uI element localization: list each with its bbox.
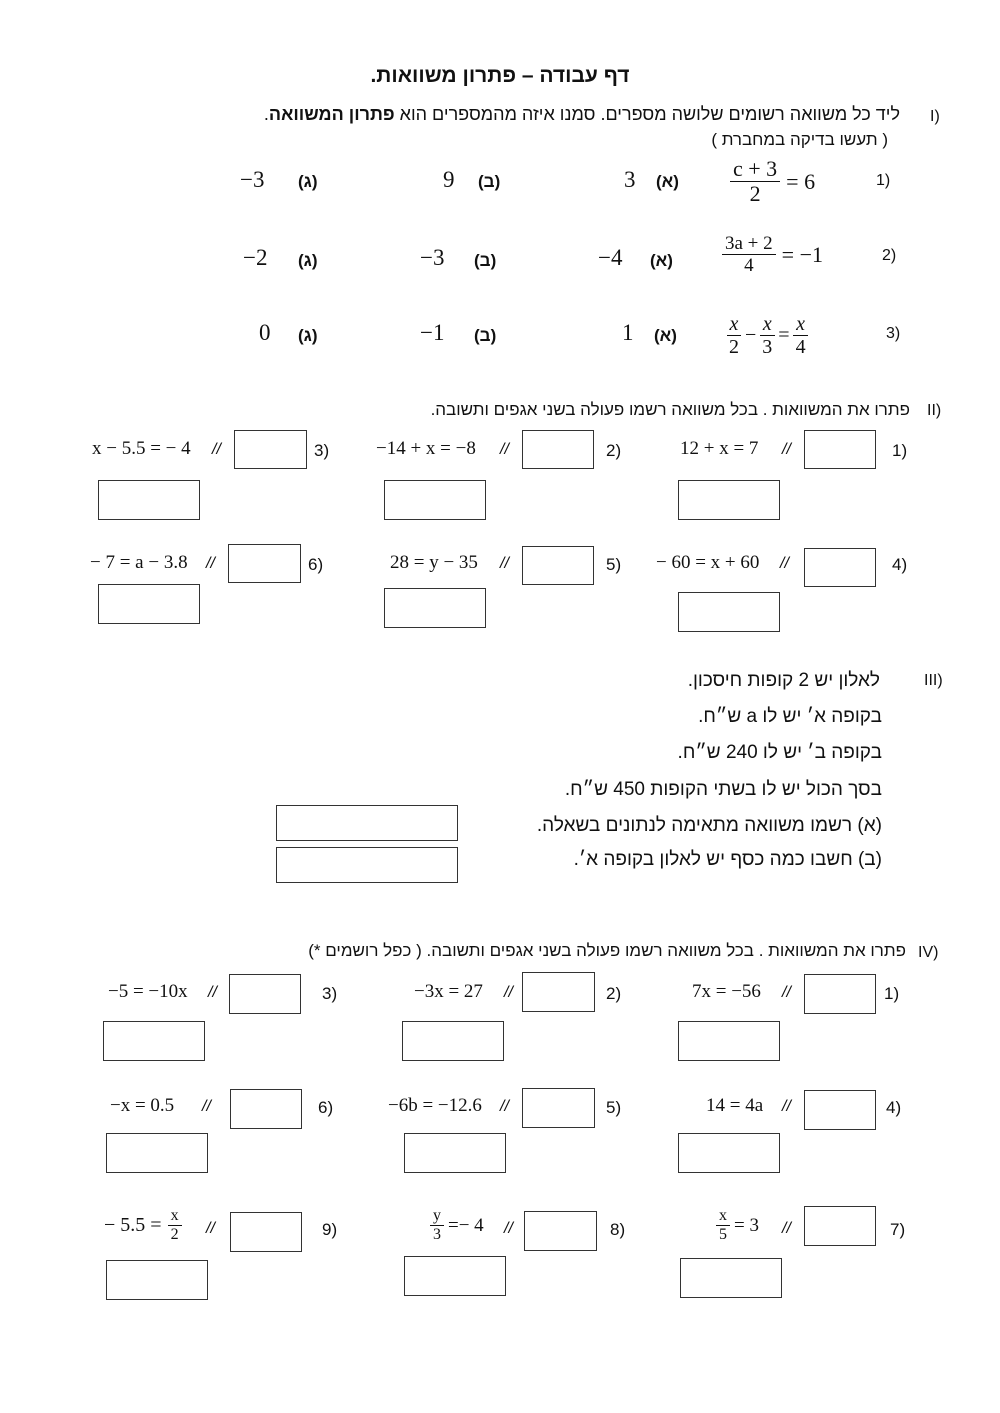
instruction-end: .	[263, 104, 269, 124]
q1-option-c-label: (ג)	[298, 172, 318, 191]
s4-q3-equation: −5 = −10x	[108, 981, 188, 1002]
s2-q3-action-box[interactable]	[234, 430, 307, 469]
s4-q9-answer-box[interactable]	[106, 1260, 208, 1300]
q1-option-b-value: 9	[443, 167, 455, 192]
s4-q4-number: 4)	[886, 1098, 902, 1117]
s4-q1-action-box[interactable]	[804, 974, 876, 1014]
s4-q7-fraction	[716, 1208, 730, 1243]
s4-q1-number: 1)	[884, 984, 900, 1003]
s4-q6-action-box[interactable]	[230, 1089, 302, 1129]
q3-fraction-2	[759, 314, 775, 357]
q3-number: 3)	[886, 325, 901, 342]
s4-q2-separator: //	[504, 984, 513, 1001]
q2-fraction	[722, 234, 776, 275]
section-4-heading: פתרו את המשוואות . בכל משוואה רשמו פעולה בשני אגפים ותשובה. ( כפל רושמים *)	[308, 941, 906, 960]
denominator: 2	[749, 181, 761, 206]
s4-q2-number: 2)	[606, 984, 622, 1003]
s4-q7-answer-box[interactable]	[680, 1258, 782, 1298]
s2-q1-separator: //	[782, 441, 791, 458]
s4-q2-answer-box[interactable]	[402, 1021, 504, 1061]
s2-q3-answer-box[interactable]	[98, 480, 200, 520]
numerator: 3a + 2	[722, 234, 776, 255]
s4-q3-number: 3)	[322, 984, 338, 1003]
q1-number: 1)	[876, 172, 891, 189]
minus-sign: −	[745, 324, 757, 346]
instruction-text: ליד כל משוואה רשומים שלושה מספרים. סמנו איזה מהמספרים הוא	[394, 104, 900, 124]
section-3-line-3: בקופה ב׳ יש לו 240 ש״ח.	[677, 742, 882, 763]
section-2-heading: פתרו את המשוואות . בכל משוואה רשמו פעולה בשני אגפים ותשובה.	[430, 400, 910, 419]
q3-option-a-value: 1	[622, 320, 634, 345]
q3-option-c-value: 0	[259, 320, 271, 345]
s4-q6-number: 6)	[318, 1098, 334, 1117]
s4-q6-answer-box[interactable]	[106, 1133, 208, 1173]
q3-option-b-value: −1	[420, 320, 445, 345]
denominator: 5	[719, 1226, 727, 1243]
s4-q1-answer-box[interactable]	[678, 1021, 780, 1061]
denominator: 2	[729, 336, 739, 358]
s4-q1-separator: //	[782, 984, 791, 1001]
s4-q8-separator: //	[504, 1220, 513, 1237]
s2-q2-equation: −14 + x = −8	[376, 438, 476, 459]
s2-q2-action-box[interactable]	[522, 430, 594, 469]
q1-fraction	[730, 158, 780, 205]
numerator: c + 3	[730, 158, 780, 182]
denominator: 3	[762, 336, 773, 358]
s4-q9-equation	[104, 1208, 182, 1243]
q1-option-b-label: (ב)	[478, 172, 501, 191]
denominator: 3	[433, 1226, 441, 1243]
s4-q3-action-box[interactable]	[229, 974, 301, 1014]
section-2-number: II)	[927, 402, 942, 419]
s2-q3-separator: //	[212, 441, 221, 458]
s4-q9-fraction	[168, 1208, 182, 1243]
q2-option-b-value: −3	[420, 245, 445, 270]
rhs: = −1	[781, 241, 823, 267]
s2-q1-action-box[interactable]	[804, 430, 876, 469]
q2-option-a-value: −4	[598, 245, 623, 270]
denominator: 2	[170, 1226, 179, 1243]
s2-q6-answer-box[interactable]	[98, 584, 200, 624]
s2-q3-equation: x − 5.5 = − 4	[92, 438, 191, 459]
s4-q8-fraction	[430, 1208, 444, 1243]
s4-q3-separator: //	[208, 984, 217, 1001]
q2-option-c-label: (ג)	[298, 251, 318, 270]
s4-q7-action-box[interactable]	[804, 1206, 876, 1246]
s2-q4-answer-box[interactable]	[678, 592, 780, 632]
s3-answer-b-box[interactable]	[276, 847, 458, 883]
q2-option-c-value: −2	[243, 245, 268, 270]
page-title: דף עבודה – פתרון משוואות.	[370, 64, 630, 87]
s4-q8-equation	[430, 1208, 484, 1243]
s4-q5-equation: −6b = −12.6	[388, 1095, 482, 1116]
numerator: x	[168, 1208, 182, 1226]
s4-q8-answer-box[interactable]	[404, 1256, 506, 1296]
s4-q9-action-box[interactable]	[230, 1212, 302, 1252]
s2-q2-answer-box[interactable]	[384, 480, 486, 520]
s4-q4-answer-box[interactable]	[678, 1133, 780, 1173]
s2-q2-separator: //	[500, 441, 509, 458]
section-1-number: I)	[930, 108, 940, 125]
s4-q5-action-box[interactable]	[522, 1088, 595, 1128]
q2-number: 2)	[882, 247, 897, 264]
s2-q6-number: 6)	[308, 555, 324, 574]
s4-q6-equation: −x = 0.5	[110, 1095, 175, 1116]
q3-fraction-1	[726, 314, 742, 357]
s4-q7-number: 7)	[890, 1220, 906, 1239]
s2-q4-action-box[interactable]	[804, 548, 876, 587]
section-3-line-2: בקופה א׳ יש לו a ש״ח.	[698, 706, 882, 727]
numerator: y	[430, 1208, 444, 1226]
lhs: − 5.5 =	[104, 1214, 162, 1236]
s4-q7-separator: //	[782, 1220, 791, 1237]
instruction-bold: פתרון המשוואה	[268, 104, 395, 124]
denominator: 4	[795, 336, 806, 358]
s4-q3-answer-box[interactable]	[103, 1021, 205, 1061]
denominator: 4	[744, 255, 754, 276]
section-1-instruction	[264, 104, 900, 125]
q1-equation	[730, 158, 815, 205]
equals-sign: =	[778, 324, 790, 346]
s4-q5-number: 5)	[606, 1098, 622, 1117]
s4-q4-separator: //	[782, 1098, 791, 1115]
section-3-line-4: בסך הכול יש לו בשתי הקופות 450 ש״ח.	[564, 779, 882, 800]
q1-option-a-label: (א)	[656, 172, 679, 191]
s2-q1-equation: 12 + x = 7	[680, 438, 759, 459]
s4-q2-action-box[interactable]	[522, 972, 595, 1012]
numerator: x	[727, 314, 742, 336]
q1-option-c-value: −3	[240, 167, 265, 192]
s2-q3-number: 3)	[314, 441, 330, 460]
section-1-note: ( תעשו בדיקה במחברת )	[711, 130, 888, 149]
numerator: x	[793, 314, 808, 336]
q2-option-b-label: (ב)	[474, 251, 497, 270]
s2-q2-number: 2)	[606, 441, 622, 460]
q3-fraction-3	[793, 314, 809, 357]
s2-q5-number: 5)	[606, 555, 622, 574]
numerator: x	[760, 314, 775, 336]
q1-option-a-value: 3	[624, 167, 636, 192]
s3-answer-a-box[interactable]	[276, 805, 458, 841]
numerator: x	[716, 1208, 730, 1226]
q3-equation	[726, 314, 809, 357]
section-3-question-a: (א) רשמו משוואה מתאימה לנתונים בשאלה.	[536, 815, 882, 836]
s2-q4-number: 4)	[892, 555, 908, 574]
s2-q5-answer-box[interactable]	[384, 588, 486, 628]
s4-q6-separator: //	[202, 1098, 211, 1115]
q2-equation	[722, 234, 823, 275]
s4-q9-number: 9)	[322, 1220, 338, 1239]
section-3-line-1: לאלון יש 2 קופות חיסכון.	[687, 670, 880, 691]
s2-q5-action-box[interactable]	[522, 546, 594, 585]
section-3-question-b: (ב) חשבו כמה כסף יש לאלון בקופה א׳.	[573, 849, 882, 870]
q3-option-c-label: (ג)	[298, 326, 318, 345]
s4-q5-answer-box[interactable]	[404, 1133, 506, 1173]
s4-q1-equation: 7x = −56	[692, 981, 761, 1002]
s2-q5-separator: //	[500, 555, 509, 572]
rhs: = 6	[786, 168, 816, 194]
q3-option-b-label: (ב)	[474, 326, 497, 345]
s4-q7-equation	[716, 1208, 759, 1243]
s4-q5-separator: //	[500, 1098, 509, 1115]
s4-q2-equation: −3x = 27	[414, 981, 483, 1002]
q3-option-a-label: (א)	[654, 326, 677, 345]
s4-q8-action-box[interactable]	[524, 1211, 597, 1251]
section-4-number: IV)	[918, 944, 939, 961]
s2-q4-equation: − 60 = x + 60	[656, 552, 760, 573]
q2-option-a-label: (א)	[650, 251, 673, 270]
s4-q9-separator: //	[206, 1220, 215, 1237]
s2-q1-number: 1)	[892, 441, 908, 460]
section-3-number: III)	[924, 672, 943, 689]
s2-q6-equation: − 7 = a − 3.8	[90, 552, 188, 573]
s2-q6-action-box[interactable]	[228, 544, 301, 583]
s2-q1-answer-box[interactable]	[678, 480, 780, 520]
s2-q6-separator: //	[206, 555, 215, 572]
s2-q4-separator: //	[780, 555, 789, 572]
rhs: =− 4	[448, 1214, 484, 1236]
s4-q4-action-box[interactable]	[804, 1090, 876, 1130]
s4-q8-number: 8)	[610, 1220, 626, 1239]
rhs: = 3	[734, 1214, 759, 1236]
s4-q4-equation: 14 = 4a	[706, 1095, 764, 1116]
s2-q5-equation: 28 = y − 35	[390, 552, 478, 573]
